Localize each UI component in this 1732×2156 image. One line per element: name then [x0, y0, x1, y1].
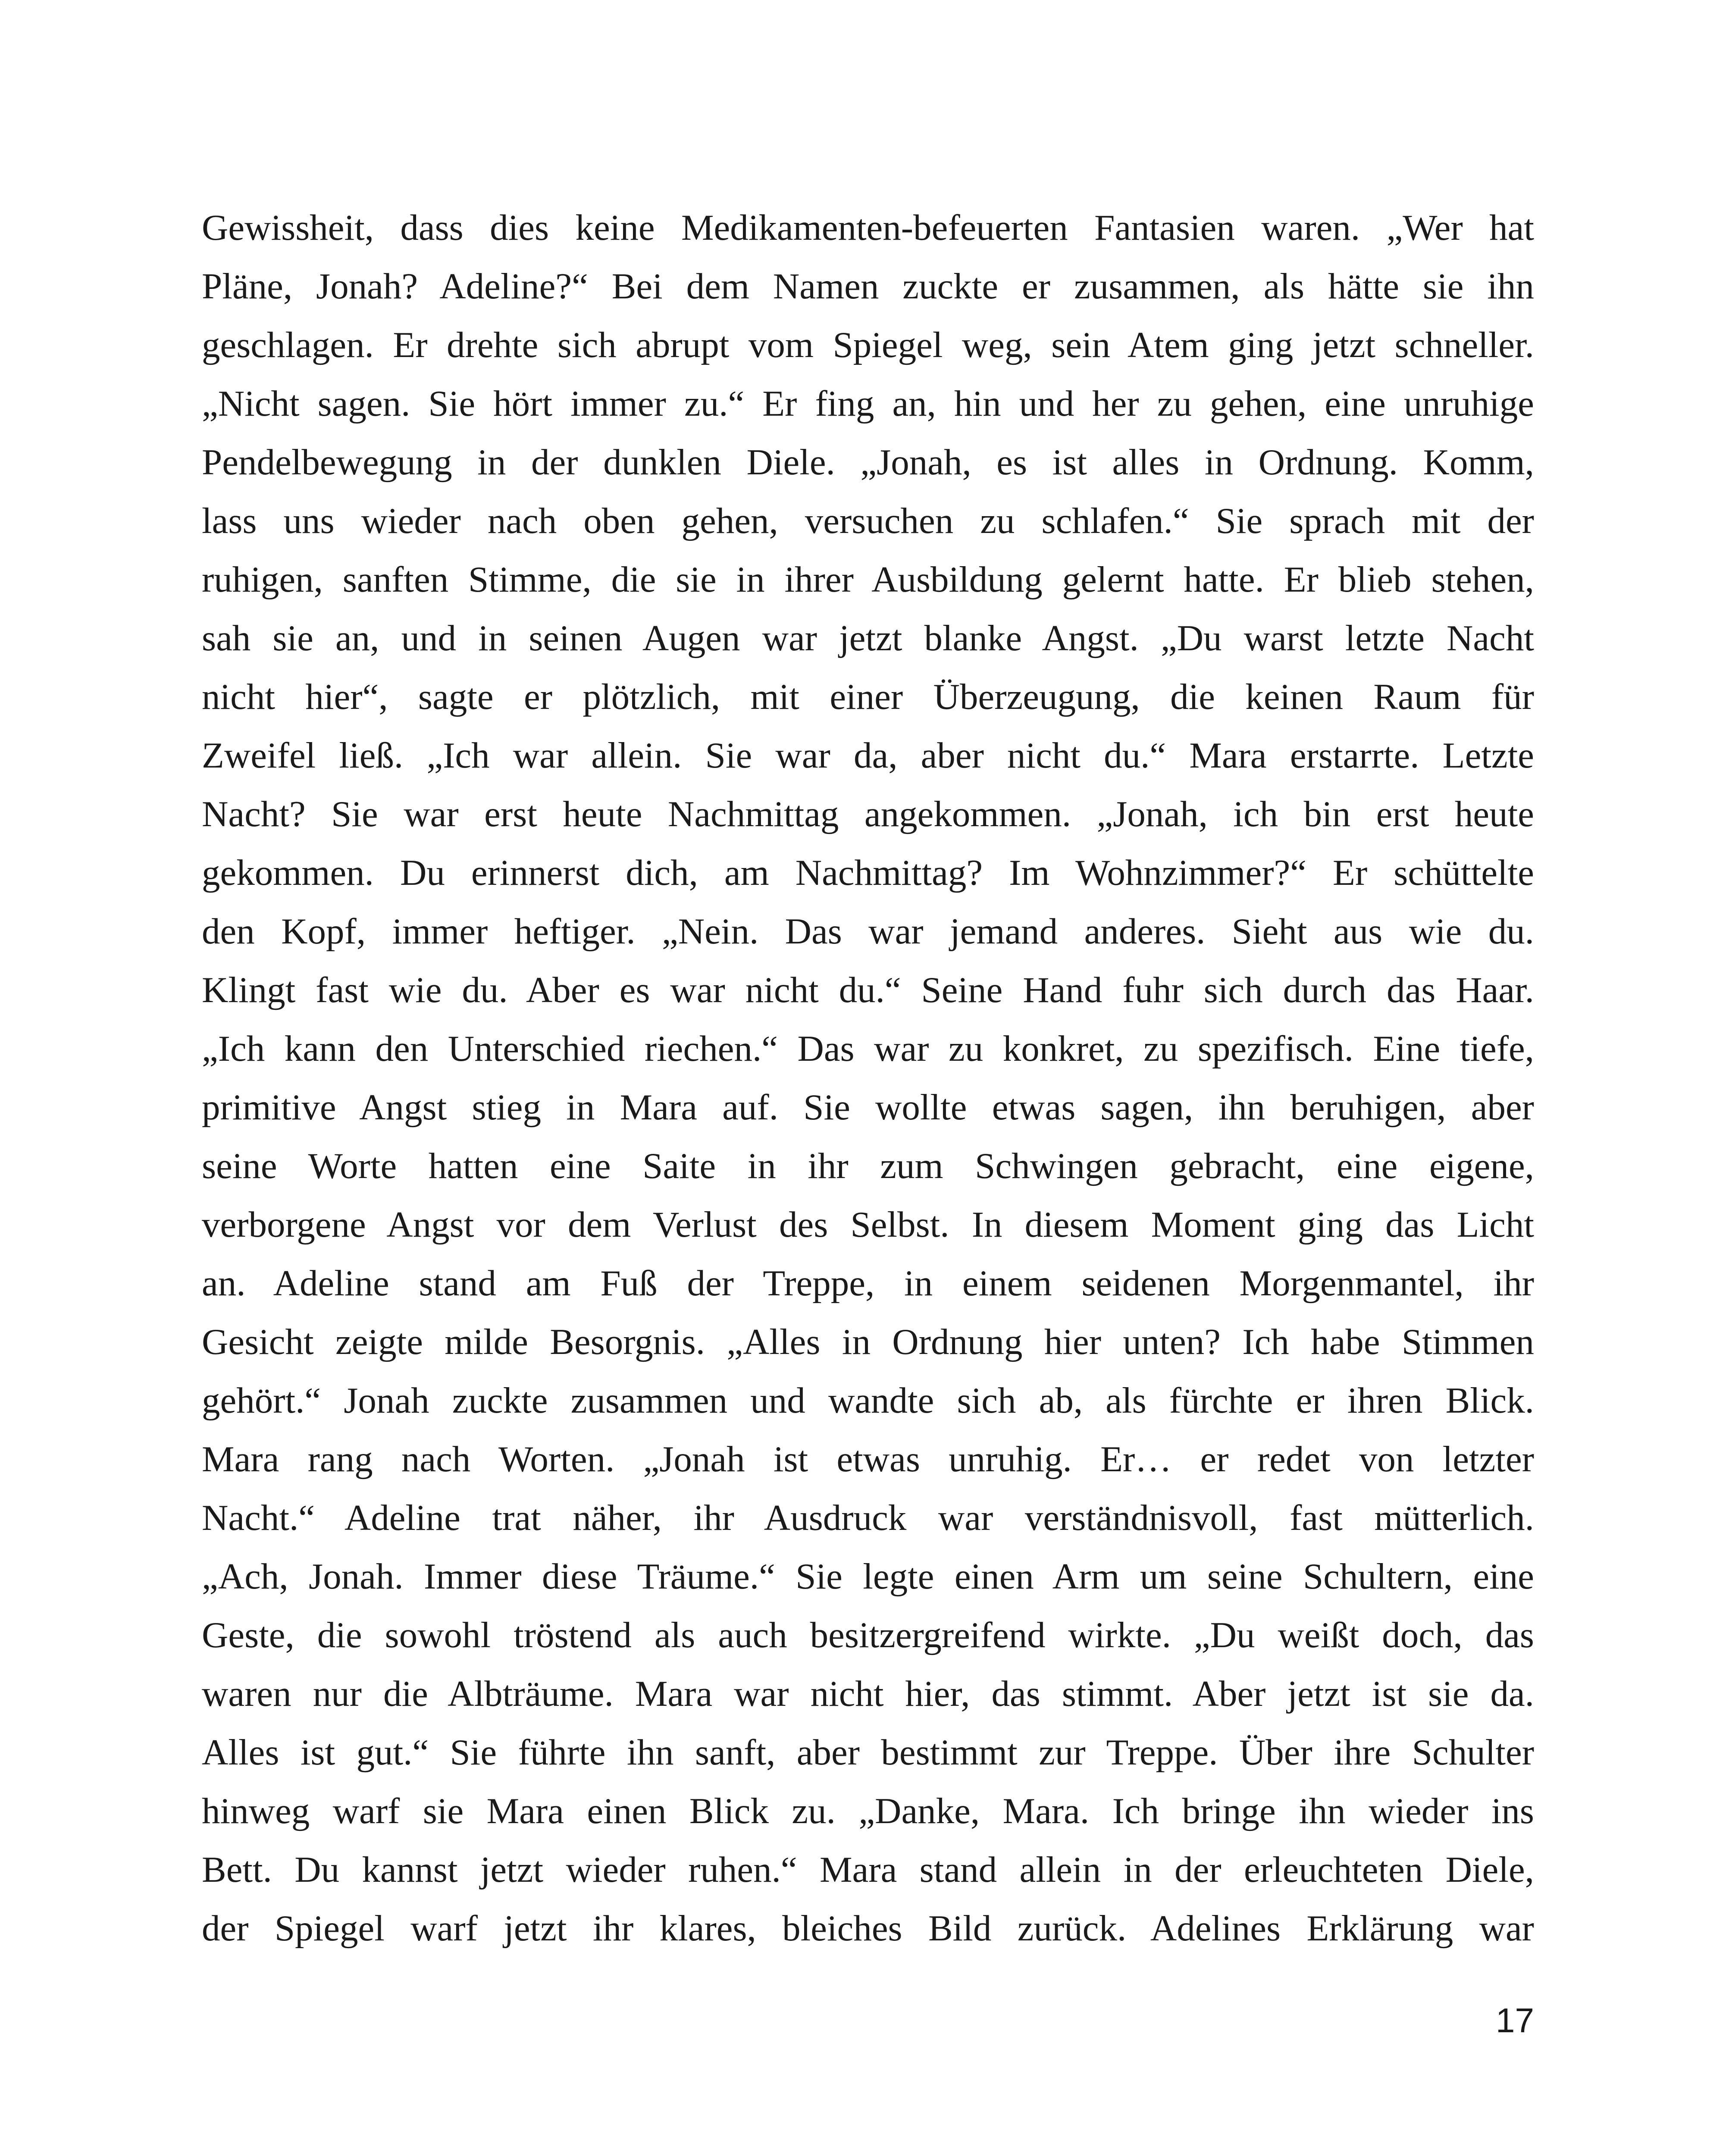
- text-line: Gewissheit, dass dies keine Medikamenten-befeuerten Fantasien waren. „Wer hat: [202, 207, 1534, 248]
- text-line: seine Worte hatten eine Saite in ihr zum Schwingen gebracht, eine eigene,: [202, 1146, 1534, 1186]
- text-line: Gesicht zeigte milde Besorgnis. „Alles in Ordnung hier unten? Ich habe Stimmen: [202, 1322, 1534, 1362]
- text-line: gehört.“ Jonah zuckte zusammen und wandte sich ab, als fürchte er ihren Blick.: [202, 1380, 1534, 1421]
- text-line: Nacht.“ Adeline trat näher, ihr Ausdruck war verständnisvoll, fast mütterlich.: [202, 1498, 1534, 1538]
- text-line: Zweifel ließ. „Ich war allein. Sie war da, aber nicht du.“ Mara erstarrte. Letzte: [202, 735, 1534, 776]
- text-line: hinweg warf sie Mara einen Blick zu. „Danke, Mara. Ich bringe ihn wieder ins: [202, 1791, 1534, 1831]
- page-number: 17: [1496, 2001, 1534, 2040]
- text-line: „Nicht sagen. Sie hört immer zu.“ Er fing an, hin und her zu gehen, eine unruhige: [202, 383, 1534, 424]
- body-text: [202, 198, 1534, 1958]
- text-line: den Kopf, immer heftiger. „Nein. Das war jemand anderes. Sieht aus wie du.: [202, 911, 1534, 952]
- text-line: der Spiegel warf jetzt ihr klares, bleiches Bild zurück. Adelines Erklärung war: [202, 1908, 1534, 1949]
- text-line: Alles ist gut.“ Sie führte ihn sanft, aber bestimmt zur Treppe. Über ihre Schulter: [202, 1732, 1534, 1773]
- text-line: an. Adeline stand am Fuß der Treppe, in einem seidenen Morgenmantel, ihr: [202, 1263, 1534, 1304]
- text-line: primitive Angst stieg in Mara auf. Sie wollte etwas sagen, ihn beruhigen, aber: [202, 1087, 1534, 1128]
- text-line: gekommen. Du erinnerst dich, am Nachmittag? Im Wohnzimmer?“ Er schüttelte: [202, 852, 1534, 893]
- text-line: lass uns wieder nach oben gehen, versuchen zu schlafen.“ Sie sprach mit der: [202, 501, 1534, 541]
- text-line: „Ach, Jonah. Immer diese Träume.“ Sie legte einen Arm um seine Schultern, eine: [202, 1556, 1534, 1597]
- text-line: Mara rang nach Worten. „Jonah ist etwas unruhig. Er… er redet von letzter: [202, 1439, 1534, 1479]
- text-line: sah sie an, und in seinen Augen war jetzt blanke Angst. „Du warst letzte Nacht: [202, 618, 1534, 658]
- text-line: Pendelbewegung in der dunklen Diele. „Jonah, es ist alles in Ordnung. Komm,: [202, 442, 1534, 483]
- text-line: Pläne, Jonah? Adeline?“ Bei dem Namen zuckte er zusammen, als hätte sie ihn: [202, 266, 1534, 307]
- text-line: Klingt fast wie du. Aber es war nicht du.“ Seine Hand fuhr sich durch das Haar.: [202, 970, 1534, 1010]
- text-line: waren nur die Albträume. Mara war nicht hier, das stimmt. Aber jetzt ist sie da.: [202, 1673, 1534, 1714]
- text-line: Geste, die sowohl tröstend als auch besitzergreifend wirkte. „Du weißt doch, das: [202, 1615, 1534, 1655]
- text-line: Nacht? Sie war erst heute Nachmittag angekommen. „Jonah, ich bin erst heute: [202, 794, 1534, 834]
- text-line: Bett. Du kannst jetzt wieder ruhen.“ Mara stand allein in der erleuchteten Diele,: [202, 1849, 1534, 1890]
- text-line: geschlagen. Er drehte sich abrupt vom Spiegel weg, sein Atem ging jetzt schneller.: [202, 325, 1534, 365]
- text-line: ruhigen, sanften Stimme, die sie in ihrer Ausbildung gelernt hatte. Er blieb stehen,: [202, 559, 1534, 600]
- text-line: nicht hier“, sagte er plötzlich, mit einer Überzeugung, die keinen Raum für: [202, 677, 1534, 717]
- text-line: „Ich kann den Unterschied riechen.“ Das war zu konkret, zu spezifisch. Eine tiefe,: [202, 1028, 1534, 1069]
- text-line: verborgene Angst vor dem Verlust des Selbst. In diesem Moment ging das Licht: [202, 1204, 1534, 1245]
